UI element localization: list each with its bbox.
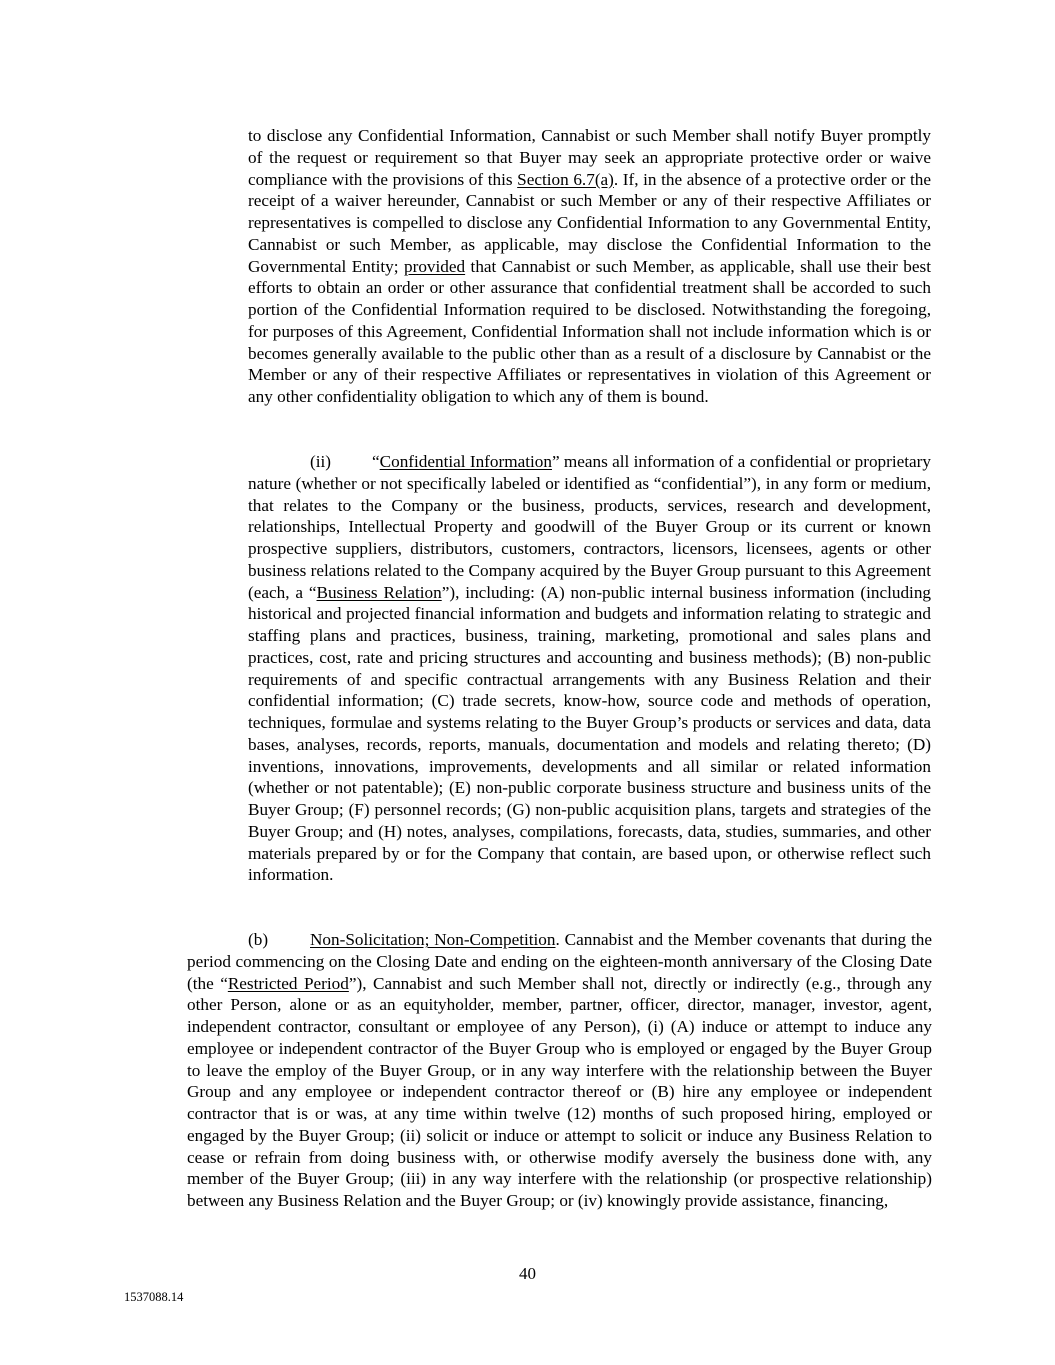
defined-term-confidential-information: Confidential Information: [379, 452, 552, 471]
paragraph-text: ” means all information of a confidential or proprietary nature (whether or not specifically labeled or identified as “confidential”), in any form or medium, that relates to the Company or the business, products, services, research and development, relationships, Intellectual Property and goodwill of the Buyer Group or its current or known prospective suppliers, distributors, customers, contractors, licensors, licensees, agents or other business relations related to the Company acquired by the Buyer Group pursuant to this Agreement (each, a “: [248, 452, 931, 602]
paragraph-text: to disclose any Confidential Information, Cannabist or such Member shall notify Buyer promptly of the request or requirement so that Buyer may seek an appropriate protective order or waive compliance with the provisions of this: [248, 126, 931, 189]
defined-term-provided: provided: [404, 256, 466, 276]
defined-term-restricted-period: Restricted Period: [227, 973, 349, 993]
open-quote: “: [372, 452, 380, 471]
section-heading-non-solicitation: Non-Solicitation; Non-Competition: [310, 930, 556, 949]
page-number: 40: [519, 1264, 536, 1283]
clause-label-b: (b): [248, 930, 269, 949]
document-id: 1537088.14: [124, 1290, 184, 1304]
paragraph-non-solicitation: [187, 929, 932, 1212]
paragraph-text: ”), Cannabist and such Member shall not, directly or indirectly (e.g., through any other Person, alone or as an equityholder, member, partner, officer, director, manager, investor, agent, independent contractor, consultant or employee of any Person), (i) (A) induce or attempt to induce any employee or independent contractor of the Buyer Group who is employed or engaged by the Buyer Group to leave the employ of the Buyer Group, or in any way interfere with the relationship between the Buyer Group and any employee or independent contractor thereof or (B) hire any employee or independent contractor that is or was, at any time within twelve (12) months of such proposed hiring, employed or engaged by the Buyer Group; (ii) solicit or induce or attempt to solicit or induce any Business Relation to cease or refrain from doing business with, or otherwise modify aversely the business done with, any member of the Buyer Group; (iii) in any way interfere with the relationship (or prospective relationship) between any Business Relation and the Buyer Group; or (iv) knowingly provide assistance, financing,: [187, 973, 932, 1210]
paragraph-confidential-information-definition: [248, 451, 931, 886]
paragraph-confidentiality-continued: [248, 125, 931, 408]
section-reference: Section 6.7(a): [517, 169, 614, 189]
paragraph-text: . If, in the absence of a protective order or the receipt of a waiver hereunder, Cannabist or such Member or any of their respective Affiliates or representatives is compelled to disclose any Confidential Information to any Governmental Entity, Cannabist or such Member, as applicable, may disclose the Confidential Information to the Governmental Entity;: [248, 169, 931, 276]
clause-label-ii: (ii): [310, 452, 331, 471]
defined-term-business-relation: Business Relation: [316, 582, 442, 602]
paragraph-text: . Cannabist and the Member covenants that during the period commencing on the Closing Date and ending on the eighteen-month anniversary of the Closing Date (the “: [187, 930, 933, 993]
paragraph-text: that Cannabist or such Member, as applicable, shall use their best efforts to obtain an order or other assurance that confidential treatment shall be accorded to such portion of the Confidential Information required to be disclosed. Notwithstanding the foregoing, for purposes of this Agreement, Confidential Information shall not include information which is or becomes generally available to the public other than as a result of a disclosure by Cannabist or the Member or any of their respective Affiliates or representatives in violation of this Agreement or any other confidentiality obligation to which any of them is bound.: [248, 256, 931, 406]
paragraph-text: ”), including: (A) non-public internal business information (including historical and projected financial information and budgets and information relating to strategic and staffing plans and practices, business, training, marketing, promotional and sales plans and practices, cost, rate and pricing structures and accounting and business methods); (B) non-public requirements of and specific contractual arrangements with any Business Relation and their confidential information; (C) trade secrets, know-how, source code and methods of operation, techniques, formulae and systems relating to the Buyer Group’s products or services and data, data bases, analyses, records, reports, manuals, documentation and models and relating thereto; (D) inventions, innovations, improvements, developments and all similar or related information (whether or not patentable); (E) non-public corporate business structure and business units of the Buyer Group; (F) personnel records; (G) non-public acquisition plans, targets and strategies of the Buyer Group; and (H) notes, analyses, compilations, forecasts, data, studies, summaries, and other materials prepared by or for the Company that contain, are based upon, or otherwise reflect such information.: [248, 582, 932, 885]
